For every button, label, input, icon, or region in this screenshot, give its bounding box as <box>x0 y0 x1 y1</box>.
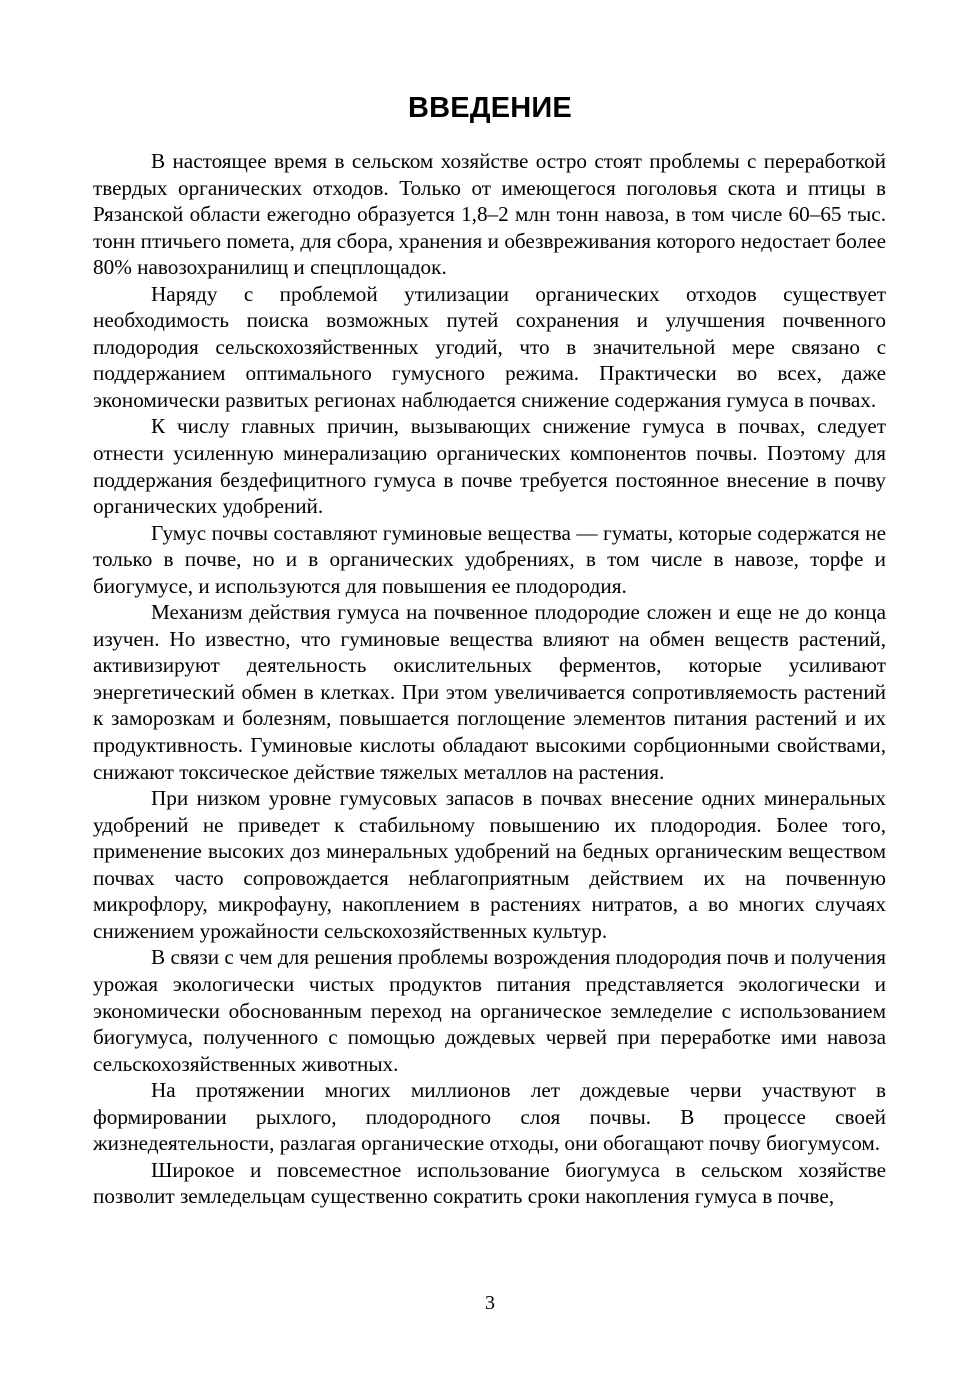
paragraph: Широкое и повсеместное использование биогумуса в сельском хозяйстве позволит земледельцам существенно сократить сроки накопления гумуса в почве, <box>93 1157 886 1209</box>
paragraph: Наряду с проблемой утилизации органических отходов существует необходимость поиска возможных путей сохранения и улучшения почвенного плодородия сельскохозяйственных угодий, что в значительной мере связано с поддержанием оптимального гумусного режима. Практически во всех, даже экономически развитых регионах наблюдается снижение содержания гумуса в почвах. <box>93 281 886 412</box>
paragraph: При низком уровне гумусовых запасов в почвах внесение одних минеральных удобрений не приведет к стабильному повышению их плодородия. Более того, применение высоких доз минеральных удобрений на бедных органическим веществом почвах часто сопровождается неблагоприятным действием их на почвенную микрофлору, микрофауну, накоплением в растениях нитратов, а во многих случаях снижением урожайности сельскохозяйственных культур. <box>93 786 886 943</box>
page-number: 3 <box>485 1292 495 1314</box>
paragraph: К числу главных причин, вызывающих снижение гумуса в почвах, следует отнести усиленную минерализацию органических компонентов почвы. Поэтому для поддержания бездефицитного гумуса в почве требуется постоянное внесение в почву органических удобрений. <box>93 414 886 519</box>
paragraph: Гумус почвы составляют гуминовые вещества — гуматы, которые содержатся не только в почве, но и в органических удобрениях, в том числе в навозе, торфе и биогумусе, и используются для повышения ее плодородия. <box>93 520 886 598</box>
paragraph: Механизм действия гумуса на почвенное плодородие сложен и еще не до конца изучен. Но известно, что гуминовые вещества влияют на обмен веществ растений, активизируют деятельность окислительных ферментов, которые усиливают энергетический обмен в клетках. При этом увеличивается сопротивляемость растений к заморозкам и болезням, повышается поглощение элементов питания растений и их продуктивность. Гуминовые кислоты обладают высокими сорбционными свойствами, снижают токсическое действие тяжелых металлов на растения. <box>93 600 886 784</box>
paragraph: В связи с чем для решения проблемы возрождения плодородия почв и получения урожая экологически чистых продуктов питания представляется экологически и экономически обоснованным переход на органическое земледелие с использованием биогумуса, полученного с помощью дождевых червей при переработке ими навоза сельскохозяйственных животных. <box>93 945 886 1076</box>
paragraph: На протяжении многих миллионов лет дождевые черви участвуют в формировании рыхлого, плодородного слоя почвы. В процессе своей жизнедеятельности, разлагая органические отходы, они обогащают почву биогумусом. <box>93 1078 886 1156</box>
paragraph: В настоящее время в сельском хозяйстве остро стоят проблемы с переработкой твердых органических отходов. Только от имеющегося поголовья скота и птицы в Рязанской области ежегодно образуется 1,8–2 млн тонн навоза, в том числе 60–65 тыс. тонн птичьего помета, для сбора, хранения и обезвреживания которого недостает более 80% навозохранилищ и спецплощадок. <box>93 149 886 280</box>
page-title: ВВЕДЕНИЕ <box>408 92 572 124</box>
body-text <box>93 148 886 1210</box>
